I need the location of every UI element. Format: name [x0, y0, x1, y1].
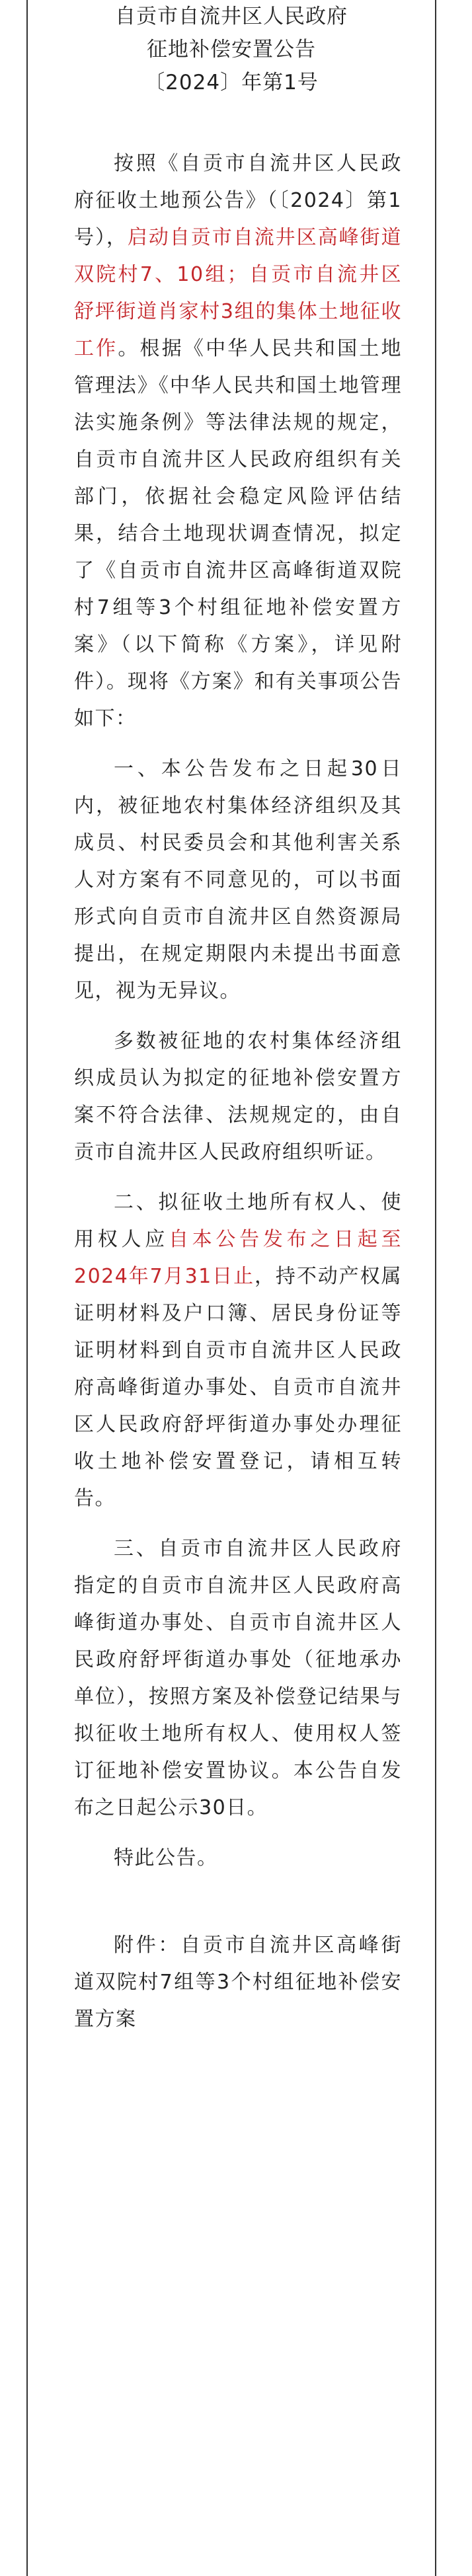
item-two-text-2: ，持不动产权属证明材料及户口簿、居民身份证等证明材料到自贡市自流井区人民政府高峰街道办事处、自贡市自流井区人民政府舒坪街道办事处办理征收土地补偿安置登记，请相互转告。 [74, 1265, 403, 1510]
item-two-text-1: 二、拟征收土地所有权人、使用权人应 [74, 1191, 402, 1251]
item-two [74, 1184, 402, 1517]
item-three: 三、自贡市自流井区人民政府指定的自贡市自流井区人民政府高峰街道办事处、自贡市自流井区人民政府舒坪街道办事处（征地承办单位），按照方案及补偿登记结果与拟征收土地所有权人、使用权人签订征地补偿安置协议。本公告自发布之日起公示30日。 [74, 1537, 402, 1819]
document-page [26, 0, 436, 2576]
notice-title: 征地补偿安置公告 [147, 38, 316, 61]
attachment-note: 附件：自贡市自流井区高峰街道双院村7组等3个村组征地补偿安置方案 [74, 1934, 402, 2031]
item-one: 一、本公告发布之日起30日内，被征地农村集体经济组织及其成员、村民委员会和其他利害关系人对方案有不同意见的，可以书面形式向自贡市自流井区自然资源局提出，在规定期限内未提出书面意见，视为无异议。 [74, 757, 402, 1003]
notice-header [28, 0, 435, 99]
intro-paragraph [74, 145, 402, 738]
item-one-hearing: 多数被征地的农村集体经济组织成员认为拟定的征地补偿安置方案不符合法律、法规规定的，由自贡市自流井区人民政府组织听证。 [74, 1030, 402, 1164]
intro-highlight: 启动自贡市自流井区高峰街道双院村7、10组；自贡市自流井区舒坪街道肖家村3组的集体土地征收工作 [74, 226, 403, 360]
notice-body [28, 145, 435, 2038]
intro-text-2: 。根据《中华人民共和国土地管理法》《中华人民共和国土地管理法实施条例》等法律法规的规定，自贡市自流井区人民政府组织有关部门，依据社会稳定风险评估结果，结合土地现状调查情况，拟定了《自贡市自流井区高峰街道双院村7组等3个村组征地补偿安置方案》（以下简称《方案》，详见附件）。现将《方案》和有关事项公告如下： [74, 337, 403, 730]
intro-text-1: 按照《自贡市自流井区人民政府征收土地预公告》（〔2024〕第1号）， [74, 152, 402, 249]
item-two-deadline: 自本公告发布之日起至2024年7月31日止 [74, 1228, 403, 1288]
document-number: 〔2024〕年第1号 [144, 71, 319, 95]
closing-text: 特此公告。 [114, 1846, 218, 1870]
spacer [74, 1890, 402, 1927]
issuing-authority: 自贡市自流井区人民政府 [115, 5, 348, 28]
